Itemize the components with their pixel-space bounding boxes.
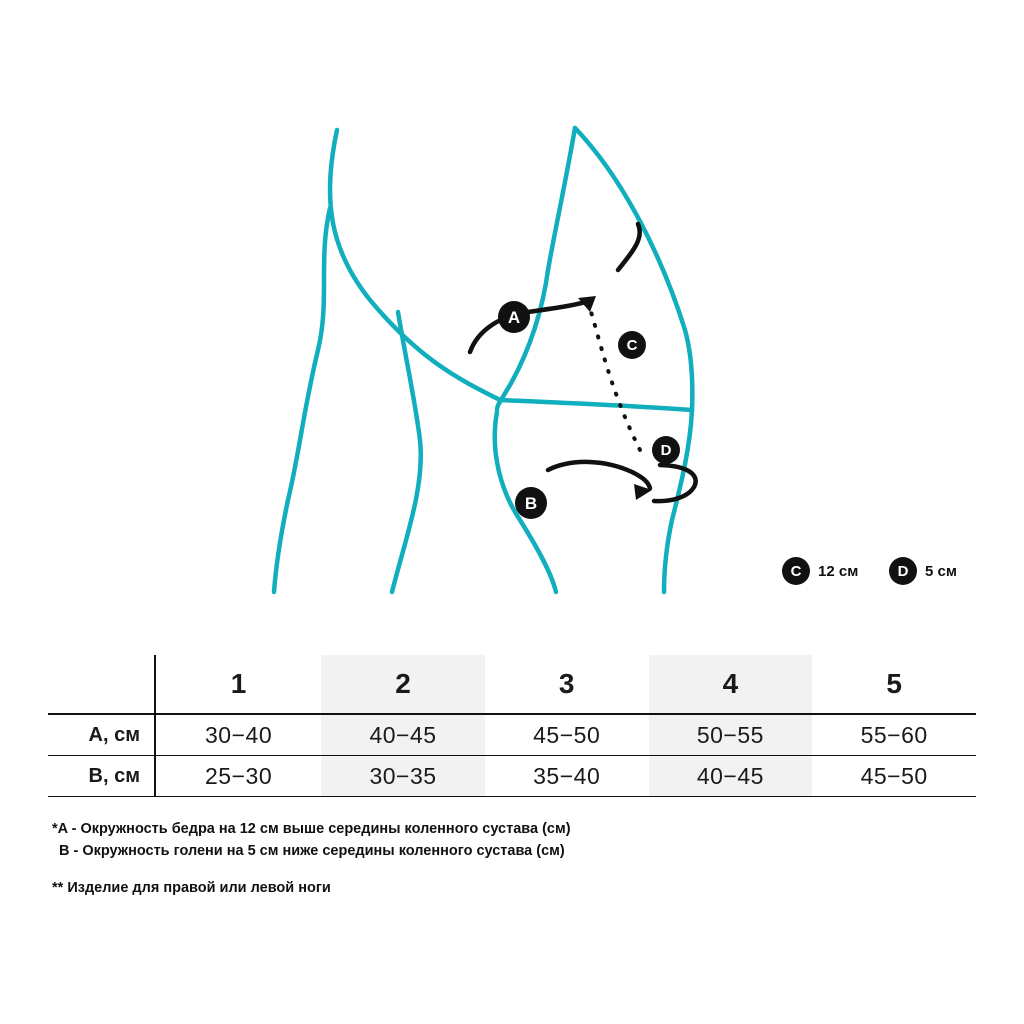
legend-d-badge: D — [889, 557, 917, 585]
second-leg-outline — [392, 312, 421, 592]
marker-b-badge: B — [515, 487, 547, 519]
hip-outline — [575, 128, 692, 410]
size-column-header: 5 — [812, 655, 976, 714]
footnote-b: B - Окружность голени на 5 см ниже середины коленного сустава (см) — [59, 843, 565, 860]
cell-a-4: 50−55 — [649, 714, 813, 756]
table-row — [48, 714, 976, 756]
arrowheads — [578, 296, 652, 500]
footnotes — [52, 818, 952, 899]
cell-b-5: 45−50 — [812, 756, 976, 797]
legend-d — [889, 557, 957, 585]
marker-d-badge: D — [652, 436, 680, 464]
cell-b-2: 30−35 — [321, 756, 485, 797]
footnote-a: *A - Окружность бедра на 12 см выше середины коленного сустава (см) — [52, 821, 571, 837]
cell-a-2: 40−45 — [321, 714, 485, 756]
far-leg-outline — [274, 208, 330, 592]
marker-c-badge: C — [618, 331, 646, 359]
table-corner-cell — [48, 655, 155, 714]
table-header-row — [48, 655, 976, 714]
table-row — [48, 756, 976, 797]
thigh-front-curve — [497, 128, 575, 410]
measure-a-back-loop — [618, 224, 640, 270]
c-d-dotted-line — [588, 302, 640, 450]
cell-b-3: 35−40 — [485, 756, 649, 797]
measure-b-back-loop — [654, 465, 696, 501]
size-column-header: 4 — [649, 655, 813, 714]
cell-a-5: 55−60 — [812, 714, 976, 756]
legend-c — [782, 557, 858, 585]
footnote-side: ** Изделие для правой или левой ноги — [52, 879, 331, 896]
row-label-a: A, см — [48, 714, 155, 756]
measure-b-arrow — [548, 462, 650, 488]
size-chart-table — [48, 655, 976, 797]
cell-a-1: 30−40 — [155, 714, 321, 756]
size-column-header: 2 — [321, 655, 485, 714]
cell-b-4: 40−45 — [649, 756, 813, 797]
legend-d-value: 5 см — [925, 562, 957, 580]
cell-a-3: 45−50 — [485, 714, 649, 756]
knee-joint-line — [500, 400, 692, 410]
legend-c-value: 12 см — [818, 562, 859, 580]
marker-a-badge: A — [498, 301, 530, 333]
size-column-header: 1 — [155, 655, 321, 714]
cell-b-1: 25−30 — [155, 756, 321, 797]
size-column-header: 3 — [485, 655, 649, 714]
thigh-back-curve — [330, 130, 500, 400]
row-label-b: B, см — [48, 756, 155, 797]
legend-c-badge: C — [782, 557, 810, 585]
